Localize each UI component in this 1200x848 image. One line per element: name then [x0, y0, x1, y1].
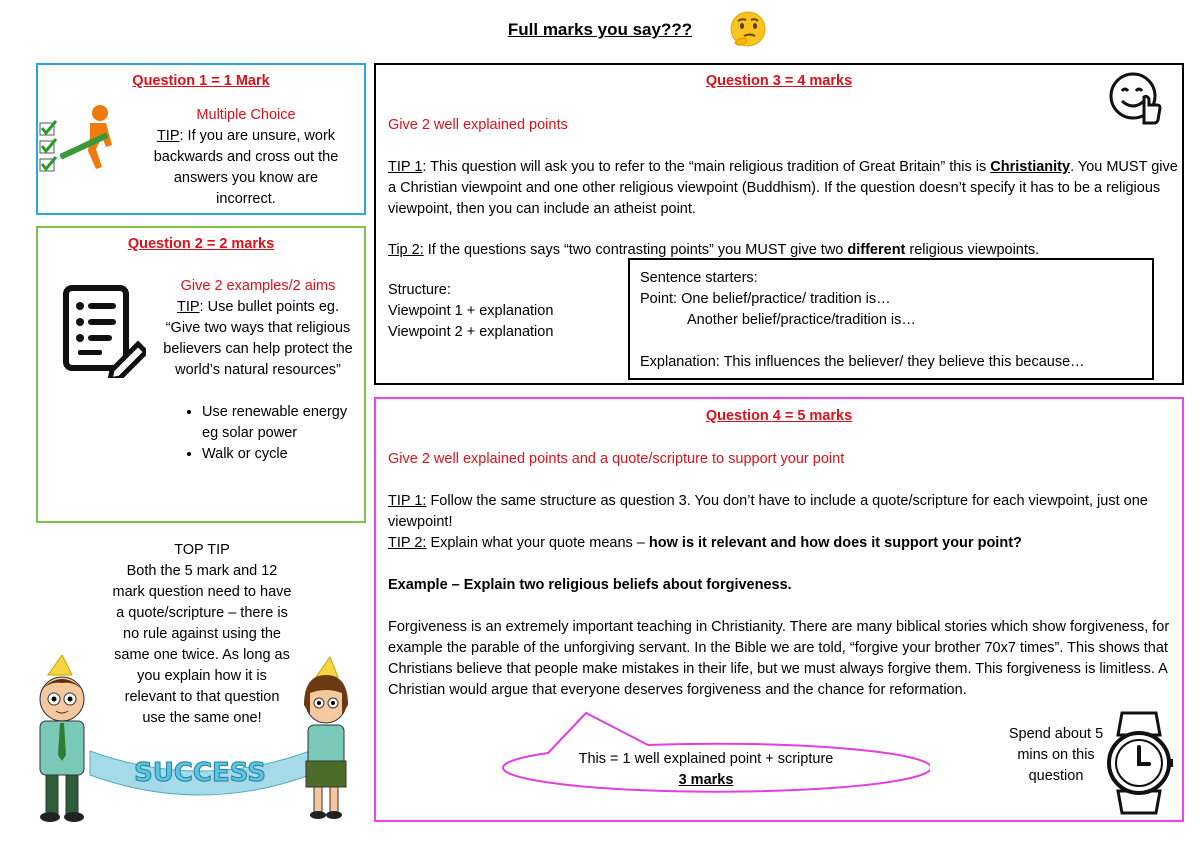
question-3-tip1-text-b: . You MUST give a Christian viewpoint and one other religious viewpoint (Buddhism). If the question doesn’t specify it has to be a religious viewpoint, then you can include an atheist point. [388, 159, 1178, 217]
question-4-example-heading: Example – Explain two religious beliefs about forgiveness. [388, 577, 792, 593]
question-1-type: Multiple Choice [196, 107, 296, 123]
question-3-tip2-bold: different [847, 242, 906, 258]
page-title: Full marks you say??? [507, 20, 693, 39]
question-3-instruction: Give 2 well explained points [388, 117, 568, 133]
question-4-tip1-label: TIP 1: [388, 493, 427, 509]
list-item: • Walk or cycle [202, 444, 352, 465]
question-4-example-text: Forgiveness is an extremely important teaching in Christianity. There are many biblical stories which show forgiveness, for example the parable of the unforgiving servant. In the Bible we are told, “forgive your brother 70x7 times”. This shows that Christians believe that people make mistakes in their life, but we must always forgive them. This forgiveness is limitless. A Christian would argue that everyone deserves forgiveness and the chance for reformation. [388, 619, 1170, 698]
structure-heading: Structure: [388, 282, 451, 298]
question-3-heading: Question 3 = 4 marks [705, 73, 853, 89]
question-4-tip2-bold: how is it relevant and how does it support your point? [648, 535, 1022, 551]
bubble-line-2: 3 marks [678, 772, 734, 788]
question-1-tip-text: : If you are unsure, work backwards and cross out the answers you know are incorrect. [153, 128, 339, 207]
thinking-face-icon [728, 10, 768, 50]
question-2-tip-text: : Use bullet points eg. “Give two ways that religious believers can help protect the world’s natural resources” [163, 299, 353, 378]
question-3-tip1-text-a: : This question will ask you to refer to the “main religious tradition of Great Britain” this is [422, 159, 991, 175]
question-3-structure [388, 280, 618, 343]
time-advice: Spend about 5 mins on this question [1008, 726, 1104, 784]
sentence-starters-box [628, 258, 1154, 380]
list-item: • Use renewable energy eg solar power [202, 402, 352, 444]
question-3-tip2-text-a: If the questions says “two contrasting points” you MUST give two [423, 242, 848, 258]
starter-point: Point: One belief/practice/ tradition is… [640, 291, 891, 307]
starter-explanation: Explanation: This influences the believer/ they believe this because… [640, 354, 1085, 370]
smiley-thumbs-up-icon [1108, 71, 1162, 125]
question-1-heading: Question 1 = 1 Mark [132, 73, 270, 89]
question-4-heading: Question 4 = 5 marks [705, 408, 853, 424]
checklist-pencil-icon [62, 284, 146, 378]
question-4-tip1-text: Follow the same structure as question 3. You don’t have to include a quote/scripture for each viewpoint, just one viewpoint! [388, 493, 1148, 530]
question-3-tip2-label: Tip 2: [388, 242, 424, 258]
question-4-tip2-text: Explain what your quote means – [426, 535, 649, 551]
question-1-box [36, 63, 366, 215]
question-2-text [158, 276, 358, 381]
top-tip-heading: TOP TIP [174, 542, 230, 558]
question-4-tips [388, 491, 1178, 554]
question-2-heading: Question 2 = 2 marks [127, 236, 275, 252]
bubble-line-1: This = 1 well explained point + scripture [578, 751, 834, 767]
success-characters-illustration [20, 655, 360, 823]
top-tip-text: Both the 5 mark and 12 mark question need to have a quote/scripture – there is no rule against using the same one twice. As long as you explain how it is relevant to that question use the same one! [112, 563, 292, 726]
question-4-box [374, 397, 1184, 822]
question-3-tip1 [388, 157, 1178, 220]
banner-text: SUCCESS [133, 758, 267, 788]
watch-icon [1104, 711, 1174, 815]
question-4-instruction: Give 2 well explained points and a quote/scripture to support your point [388, 451, 845, 467]
bubble-text [506, 749, 906, 791]
structure-line: Viewpoint 2 + explanation [388, 324, 554, 340]
question-2-bullet-list [182, 402, 352, 465]
question-1-tip-label: TIP [156, 128, 180, 144]
question-1-text [146, 105, 346, 210]
question-3-tip1-bold: Christianity [990, 159, 1071, 175]
starters-heading: Sentence starters: [640, 270, 758, 286]
question-2-box [36, 226, 366, 523]
checklist-person-icon [38, 103, 130, 183]
question-4-tip2-label: TIP 2: [388, 535, 427, 551]
structure-line: Viewpoint 1 + explanation [388, 303, 554, 319]
question-2-tip-label: TIP [176, 299, 200, 315]
starter-another: Another belief/practice/tradition is… [687, 312, 916, 328]
question-3-tip2-text-b: religious viewpoints. [905, 242, 1040, 258]
question-3-tip1-label: TIP 1 [388, 159, 423, 175]
question-2-type: Give 2 examples/2 aims [180, 278, 336, 294]
